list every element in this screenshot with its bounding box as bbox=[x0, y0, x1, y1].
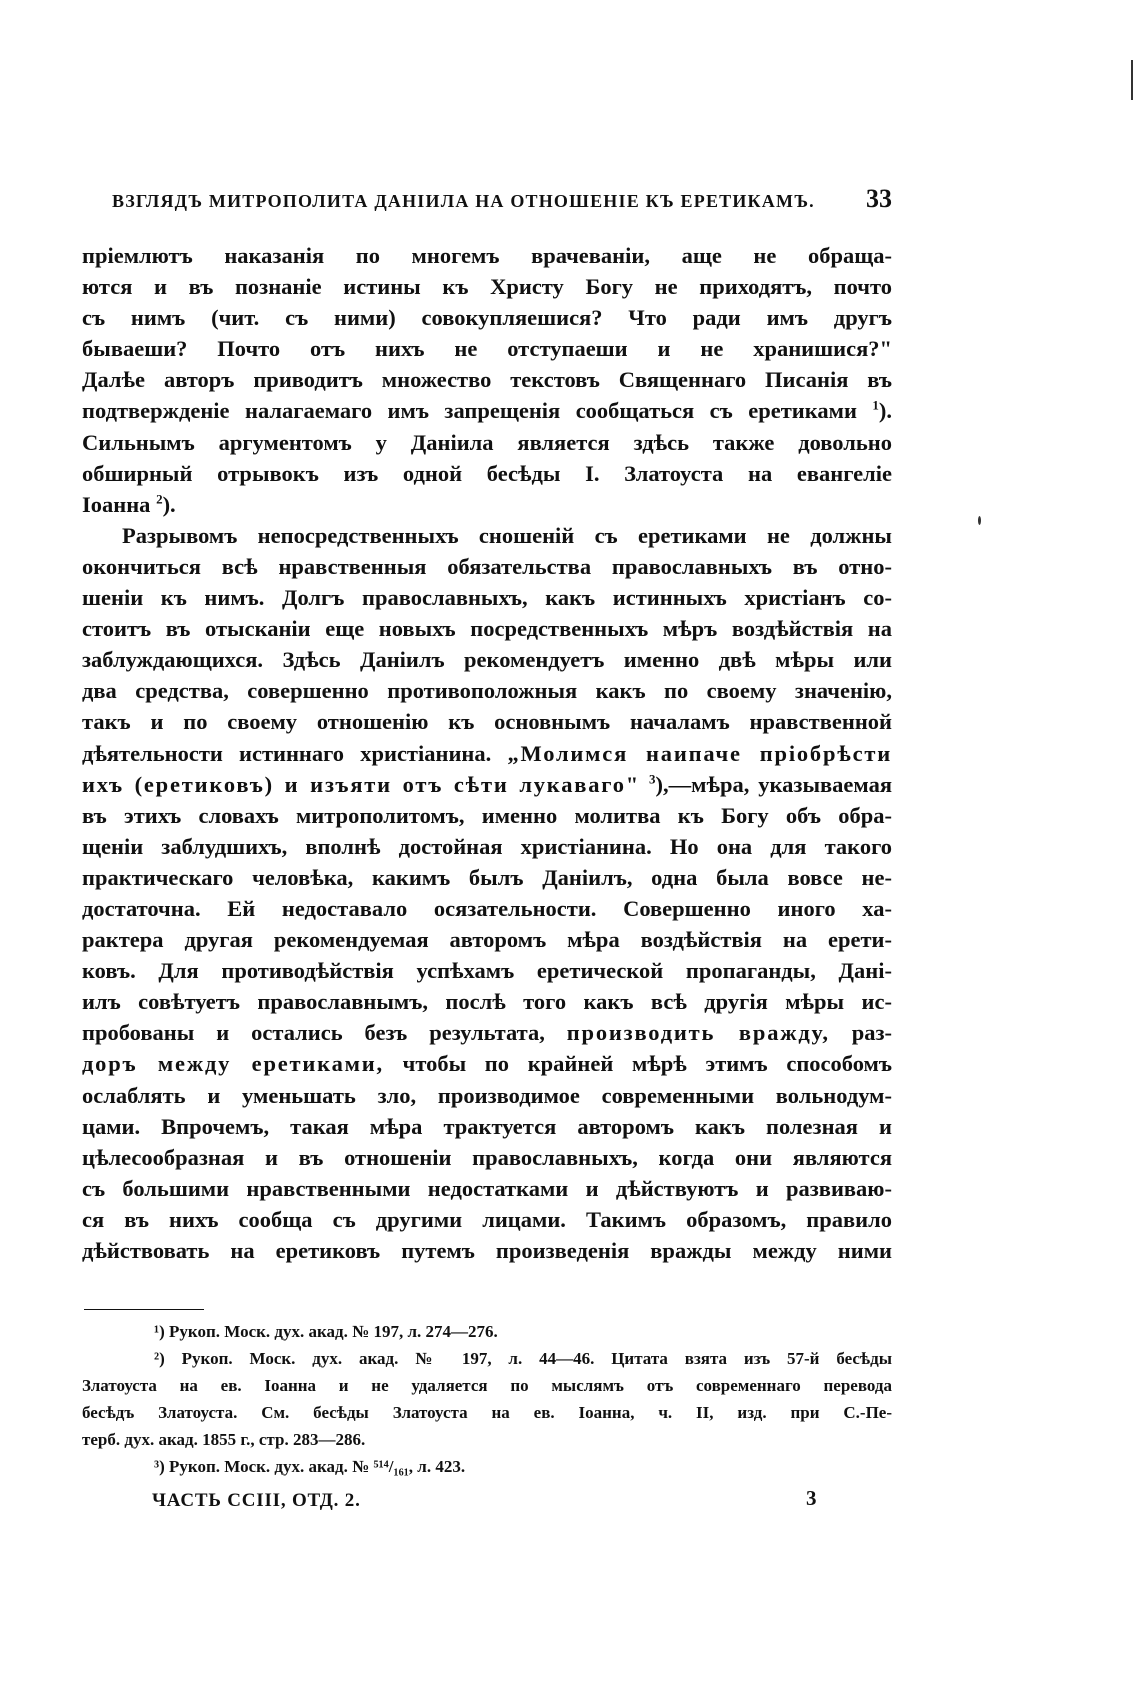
text-line: подтвержденіе налагаемаго имъ запрещенія сообщаться съ еретиками $^1$). bbox=[82, 397, 892, 424]
text-line: обширный отрывокъ изъ одной бесѣды І. Златоуста на евангеліе bbox=[82, 460, 892, 486]
text-line: щеніи заблудшихъ, вполнѣ достойная христіанина. Но она для такого bbox=[82, 833, 892, 859]
text-line: заблуждающихся. Здѣсь Даніилъ рекомендуетъ именно двѣ мѣры или bbox=[82, 647, 892, 673]
text-span: чтобы по крайней мѣрѣ этимъ способомъ bbox=[402, 1051, 892, 1077]
text-span: Іоанна bbox=[82, 491, 151, 517]
text-line: съ нимъ (чит. съ ними) совокупляешися? Что ради имъ другъ bbox=[82, 305, 892, 331]
footnote-marker: 2 bbox=[156, 491, 163, 507]
emphasis-span: производить вражду, bbox=[566, 1020, 830, 1046]
text-line: достаточна. Ей недоставало осязательности. Совершенно иного ха- bbox=[82, 895, 892, 921]
text-line: шеніи къ нимъ. Долгъ православныхъ, какъ истинныхъ христіанъ со- bbox=[82, 585, 892, 611]
footnote-marker: 3 bbox=[649, 771, 656, 787]
text-line: два средства, совершенно противоположныя какъ по своему значенію, bbox=[82, 678, 892, 704]
text-line bbox=[82, 1048, 892, 1079]
text-line: цами. Впрочемъ, такая мѣра трактуется авторомъ какъ полезная и bbox=[82, 1113, 892, 1139]
text-line: ослаблять и уменьшать зло, производимое современными вольнодум- bbox=[82, 1082, 892, 1108]
footnote-divider bbox=[84, 1309, 204, 1310]
text-line: ются и въ познаніе истины къ Христу Богу не приходятъ, почто bbox=[82, 274, 892, 300]
text-line bbox=[82, 738, 892, 769]
signature-line: ЧАСТЬ ССІІІ, ОТД. 2. bbox=[152, 1490, 361, 1511]
footnote-line: бесѣдъ Златоуста. См. бесѣды Златоуста на ев. Іоанна, ч. II, изд. при С.-Пе- bbox=[82, 1403, 892, 1422]
text-line: бываеши? Почто отъ нихъ не отступаеши и не хранишися?" bbox=[82, 336, 892, 362]
running-header bbox=[112, 184, 892, 214]
text-span: дѣятельности истиннаго христіанина. bbox=[82, 740, 492, 766]
sheet-number: 3 bbox=[806, 1486, 817, 1510]
quote-span: ихъ (еретиковъ) и изъяти отъ сѣти лукаваго" bbox=[82, 771, 641, 797]
text-line: Далѣе авторъ приводитъ множество текстовъ Священнаго Писанія въ bbox=[82, 367, 892, 393]
scan-speck bbox=[1131, 60, 1133, 100]
footnote-line: ¹) Рукоп. Моск. дух. акад. № 197, л. 274—276. bbox=[154, 1322, 498, 1341]
footnote-line: терб. дух. акад. 1855 г., стр. 283—286. bbox=[82, 1430, 366, 1449]
text-line: стоитъ въ отысканіи еще новыхъ посредственныхъ мѣръ воздѣйствія на bbox=[82, 616, 892, 642]
text-line: ся въ нихъ сообща съ другими лицами. Такимъ образомъ, правило bbox=[82, 1206, 892, 1232]
text-line: илъ совѣтуетъ православнымъ, послѣ того какъ всѣ другія мѣры ис- bbox=[82, 989, 892, 1015]
footnote-line: ³) Рукоп. Моск. дух. акад. № ⁵¹⁴/₁₆₁, л. 423. bbox=[154, 1457, 466, 1476]
text-line: дѣйствовать на еретиковъ путемъ произведенія вражды между ними bbox=[82, 1238, 892, 1263]
quote-span: „Молимся наипаче пріобрѣсти bbox=[507, 740, 893, 766]
footnote-line: ²) Рукоп. Моск. дух. акад. № 197, л. 44—46. Цитата взята изъ 57-й бесѣды bbox=[154, 1349, 892, 1368]
text-line: ихъ (еретиковъ) и изъяти отъ сѣти лукаваго" $^3$),—мѣра, указываемая bbox=[82, 771, 893, 797]
running-title: ВЗГЛЯДЪ МИТРОПОЛИТА ДАНІИЛА НА ОТНОШЕНІЕ КЪ ЕРЕТИКАМЪ. bbox=[112, 191, 815, 211]
text-line: цѣлесообразная и въ отношеніи православныхъ, когда они являются bbox=[82, 1144, 892, 1170]
footnotes bbox=[82, 1318, 892, 1480]
scan-speck bbox=[978, 516, 981, 525]
text-span: ,—мѣра, указываемая bbox=[663, 771, 893, 797]
text-span: раз- bbox=[851, 1020, 893, 1046]
text-line: въ этихъ словахъ митрополитомъ, именно молитва къ Богу объ обра- bbox=[82, 802, 892, 828]
text-line: ковъ. Для противодѣйствія успѣхамъ еретической пропаганды, Дані- bbox=[82, 958, 892, 984]
text-line: рактера другая рекомендуемая авторомъ мѣра воздѣйствія на ерети- bbox=[82, 927, 892, 953]
text-line: Разрывомъ непосредственныхъ сношеній съ еретиками не должны bbox=[122, 522, 892, 548]
text-line: Іоанна $^2$). bbox=[82, 491, 176, 517]
text-line: Сильнымъ аргументомъ у Даніила является здѣсь также довольно bbox=[82, 429, 892, 455]
emphasis-span: доръ между еретиками, bbox=[82, 1051, 384, 1077]
text-line: окончиться всѣ нравственныя обязательства православныхъ въ отно- bbox=[82, 553, 892, 579]
text-line bbox=[82, 1017, 892, 1048]
page-number: 33 bbox=[866, 184, 892, 213]
footnote-line: Златоуста на ев. Іоанна и не удаляется по мыслямъ отъ современнаго перевода bbox=[82, 1376, 892, 1395]
text-line: такъ и по своему отношенію къ основнымъ началамъ нравственной bbox=[82, 709, 892, 735]
text-line: практическаго человѣка, какимъ былъ Даніилъ, одна была вовсе не- bbox=[82, 864, 892, 890]
text-line: пріемлютъ наказанія по многемъ врачеваніи, аще не обраща- bbox=[82, 243, 892, 268]
text-line: съ большими нравственными недостатками и дѣйствуютъ и развиваю- bbox=[82, 1175, 892, 1201]
body-text bbox=[82, 240, 892, 1266]
text-span: пробованы и остались безъ результата, bbox=[82, 1020, 545, 1046]
footnote-marker: 1 bbox=[872, 397, 879, 413]
text-span: подтвержденіе налагаемаго имъ запрещенія сообщаться съ еретиками bbox=[82, 398, 857, 424]
